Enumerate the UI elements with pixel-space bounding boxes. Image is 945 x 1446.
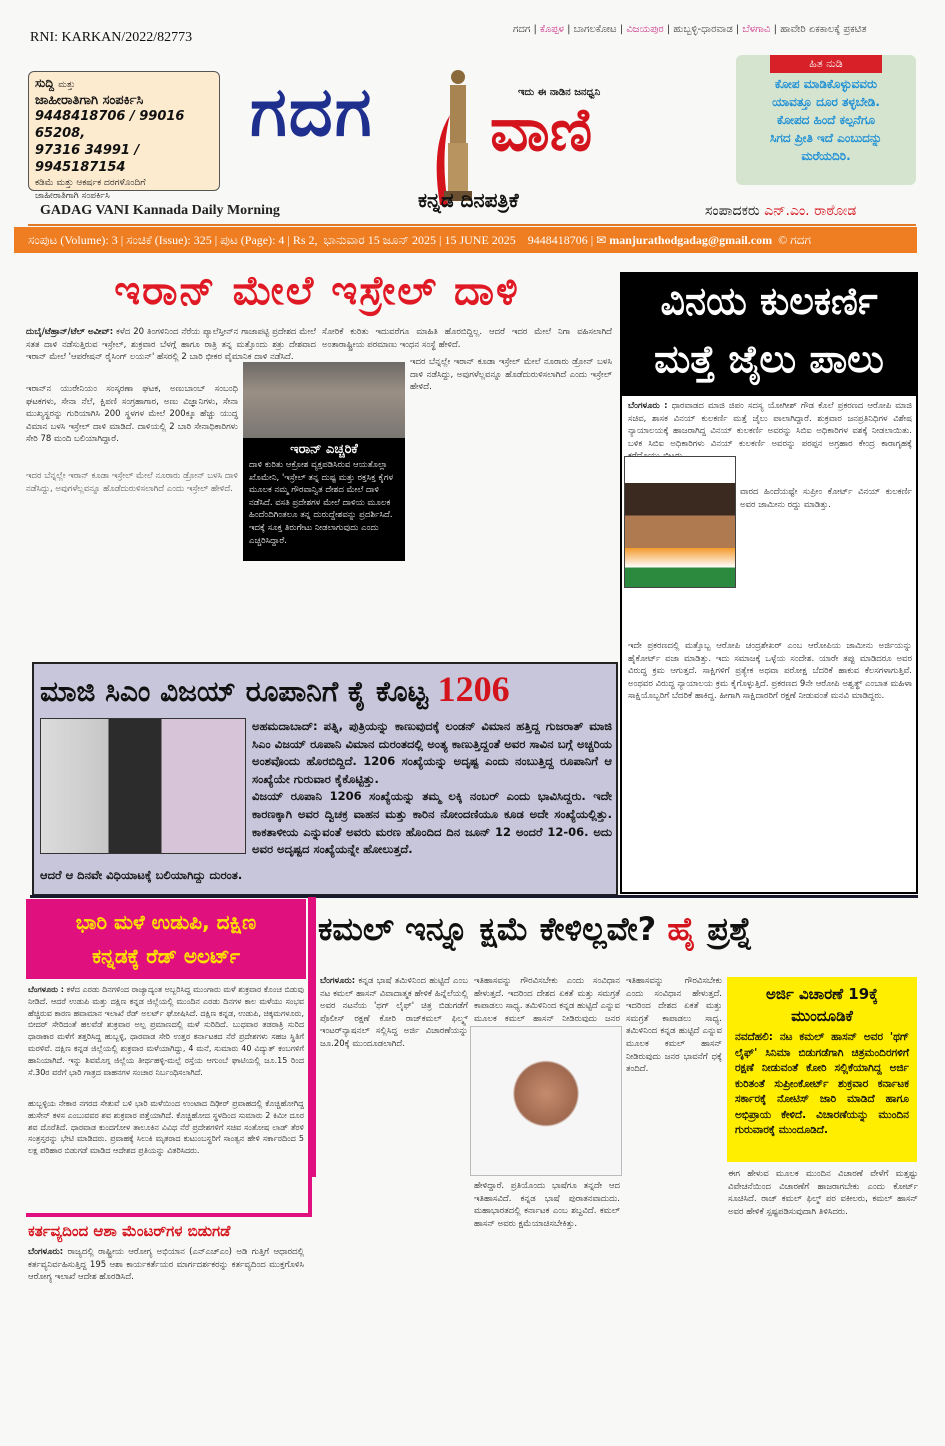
page: ಪುಟ (Page): 4 — [220, 233, 285, 247]
divider — [312, 897, 316, 1177]
iran-col2-top: ಸೋರಿಕೆ ಕುರಿತು ಇದುವರೆಗೂ ಮಾಹಿತಿ ಹೊರಬಿದ್ದಿಲ್ಲ. ಆದರೆ ಇದರ ಮೇಲೆ ನಿಗಾ ವಹಿಸಲಾಗಿದೆ ಅಂತಾರಾಷ್ಟ್ರೀಯ ಪರಮಾಣು ಇಂಧನ ಸಂಸ್ಥೆ ಹೇಳಿದೆ. — [322, 327, 612, 350]
ad-contact-box — [28, 71, 220, 201]
vinay-para4: ಇದೇ ಪ್ರಕರಣದಲ್ಲಿ ಮತ್ತೊಬ್ಬ ಆರೋಪಿ ಚಂದ್ರಶೇಖರ್ ಎಂಬ ಆರೋಪಿಯ ಜಾಮೀನು ಅರ್ಜಿಯನ್ನು ಹೈಕೋರ್ಟ್ ವಜಾ ಮಾಡಿತ್ತು. ಇದು ಸಮಾಜಕ್ಕೆ ಒಳ್ಳೆಯ ಸಂದೇಶ. ಯಾರೇ ತಪ್ಪು ಮಾಡಿದರೂ ಅವರ ವಿರುದ್ಧ ಕ್ರಮ ಆಗುತ್ತದೆ. ಸಾಕ್ಷಿಗಳಿಗೆ ಪ್ರತ್ಯೇಕ ಅಥವಾ ಪರೋಕ್ಷ ಬೆದರಿಕೆ ಹಾಕುವ ಕೆಲಸಗಳಾಗುತ್ತಿವೆ. ಅಂಥವರ ವಿರುದ್ಧ ನ್ಯಾಯಾಲಯ ಕ್ರಮ ಕೈಗೊಳ್ಳುತ್ತಿದೆ. ಪ್ರಕರಣದ 9ನೇ ಆರೋಪಿ ಅಶ್ವತ್ಥ್ ಎಂಬಾತ ಮಹಿಳಾ ಸಾಕ್ಷಿಯೊಬ್ಬರಿಗೆ ಬೆದರಿಕೆ ಹಾಕಿದ್ದ. ಹೀಗಾಗಿ ಸಾಕ್ಷಿದಾರರಿಗೆ ರಕ್ಷಣೆ ನೀಡುವಂತೆ ಮನವಿ ಮಾಡಿದ್ದರು. — [628, 641, 912, 702]
ad-line4: ಜಾಹೀರಾತಿಗಾಗಿ ಸಂಪರ್ಕಿಸಿ — [35, 191, 110, 201]
edition: ಹಾವೇರಿ ಏಕಕಾಲಕ್ಕೆ ಪ್ರಕಟಿತ — [780, 24, 867, 35]
kamal-headline-text: ಕಮಲ್ ಇನ್ನೂ ಕ್ಷಮೆ ಕೇಳಿಲ್ಲವೇ? — [318, 910, 657, 948]
kamal-col4: ಈಗ ಹೇಳುವ ಮೂಲಕ ಮುಂದಿನ ವಿಚಾರಣೆ ವೇಳೆಗೆ ಮತ್ತಷ್ಟು ವಿವೇಚನೆಯಿಂದ ವಿಚಾರಣೆಗೆ ಹಾಜರಾಗಬೇಕು ಎಂದು ಕೋರ್ಟ್ ಸೂಚಿಸಿದೆ. ರಾಜ್ ಕಮಲ್ ಫಿಲ್ಮ್ ಪರ ವಕೀಲರು, ಕಮಲ್ ಹಾಸನ್ ಅವರ ಹೇಳಿಕೆ ಸ್ಪಷ್ಟಪಡಿಸುವುದಾಗಿ ತಿಳಿಸಿದರು. — [728, 1169, 918, 1217]
issue: ಸಂಚಿಕೆ (Issue): 325 — [126, 233, 212, 247]
asha-body — [28, 1246, 304, 1436]
iran-warning-body: ದಾಳಿ ಕುರಿತು ಆಕ್ರೋಶ ವ್ಯಕ್ತಪಡಿಸಿರುವ ಆಯತೊಲ್ಲಾ ಖೊಮೇನಿ, 'ಇಸ್ರೇಲ್ ತನ್ನ ದುಷ್ಟ ಮತ್ತು ರಕ್ತಸಿಕ್ತ ಕೈಗಳ ಮೂಲಕ ನಮ್ಮ ಗೌರವಾನ್ವಿತ ದೇಶದ ಮೇಲೆ ದಾಳಿ ನಡೆಸಿದೆ. ವಸತಿ ಪ್ರದೇಶಗಳ ಮೇಲೆ ದಾಳಿಯ ಮೂಲಕ ಹಿಂದೆಂದಿಗಿಂತಲೂ ತನ್ನ ದುರುದ್ದೇಶವನ್ನು ಪ್ರದರ್ಶಿಸಿದೆ. ಇದಕ್ಕೆ ಸೂಕ್ತ ತಿರುಗೇಟು ನೀಡಲಾಗುವುದು ಎಂದು ಎಚ್ಚರಿಸಿದ್ದಾರೆ. — [249, 460, 394, 546]
date-english: 15 JUNE 2025 — [444, 233, 516, 247]
hita-line: ಸಿಗದ ಪ್ರೀತಿ ಇದೆ ಎಂಬುದನ್ನು — [769, 131, 883, 145]
edition: ವಿಜಯಪುರ — [626, 24, 664, 35]
phone: 9448418706 — [527, 233, 588, 247]
asha-kicker: ಬೆಂಗಳೂರು: — [28, 1247, 64, 1257]
kamal-col1 — [320, 975, 468, 1435]
arji-body: ನವದೆಹಲಿ: ನಟ ಕಮಲ್ ಹಾಸನ್ ಅವರ 'ಥಗ್ ಲೈಫ್' ಸಿನಿಮಾ ಬಿಡುಗಡೆಗಾಗಿ ಚಿತ್ರಮಂದಿರಗಳಿಗೆ ರಕ್ಷಣೆ ನೀಡುವಂತೆ ಕೋರಿ ಸಲ್ಲಿಕೆಯಾಗಿದ್ದ ಅರ್ಜಿ ಕುರಿತಂತೆ ಸುಪ್ರೀಂಕೋರ್ಟ್ ಶುಕ್ರವಾರ ಕರ್ನಾಟಕ ಸರ್ಕಾರಕ್ಕೆ ನೋಟಿಸ್ ಜಾರಿ ಮಾಡಿದೆ ಹಾಗೂ ಅಭಿಪ್ರಾಯ ಕೇಳಿದೆ. ವಿಚಾರಣೆಯನ್ನು ಮುಂದಿನ ಗುರುವಾರಕ್ಕೆ ಮುಂದೂಡಿದೆ. — [735, 1031, 909, 1136]
vinay-para2: ಶುಕ್ರವಾರ ಜನಪ್ರತಿನಿಧಿಗಳ ವಿಶೇಷ ನ್ಯಾಯಾಲಯಕ್ಕೆ ಹಾಜರಾಗಿದ್ದ ವಿನಯ್ ಕುಲಕರ್ಣಿ ಅವರನ್ನು ಸಿಬಿಐ ಅಧಿಕಾರಿಗಳ ವಶಕ್ಕೆ ನೀಡಲಾಯಿತು. ಬಳಿಕ ಸಿಬಿಐ ಅಧಿಕಾರಿಗಳು ವಿನಯ್ ಕುಲಕರ್ಣಿ ಅವರನ್ನು ಪರಪ್ಪನ ಅಗ್ರಹಾರ ಕೇಂದ್ರ ಕಾರಾಗೃಹಕ್ಕೆ — [628, 413, 913, 449]
copyright-icon: © — [778, 233, 788, 247]
iran-photo — [243, 362, 405, 438]
rain-body-text: ಕಳೆದ ಎರಡು ದಿನಗಳಿಂದ ರಾಜ್ಯಾದ್ಯಂತ ಅಬ್ಬರಿಸಿದ್ದ ಮುಂಗಾರು ಮಳೆ ಶುಕ್ರವಾರ ಕೊಂಚ ಬಿಡುವು ನೀಡಿದೆ. ಆದರೆ ಉಡುಪಿ ಮತ್ತು ದಕ್ಷಿಣ ಕನ್ನಡ ಜಿಲ್ಲೆಯಲ್ಲಿ ಮುಂದಿನ ಎರಡು ದಿನಗಳ ಕಾಲ ಮಳೆಯು ಸಂಭವ ಹೆಚ್ಚಿರುವ ಕಾರಣ ಹವಾಮಾನ ಇಲಾಖೆ ರೆಡ್ ಅಲರ್ಟ್ ಘೋಷಿಸಿದೆ. ದಕ್ಷಿಣ ಕನ್ನಡ, ಉಡುಪಿ, ಚಿಕ್ಕಮಗಳೂರು, ಬೀದರ್ ಸೇರಿದಂತೆ ಹಲವೆಡೆ ಶುಕ್ರವಾರ ಅಲ್ಪ ಪ್ರಮಾಣದಲ್ಲಿ ಮಳೆ ಸುರಿದಿದೆ. ಬುಧವಾರ ತಡರಾತ್ರಿ ಸುರಿದ ಧಾರಾಕಾರ ಮಳೆಗೆ ತತ್ತರಿಸಿದ್ದ ಹುಬ್ಬಳ್ಳಿ, ಧಾರವಾಡ ಸೇರಿ ಉತ್ತರ ಕರ್ನಾಟಕದ ನೆರೆ ಪ್ರದೇಶಗಳು ಸಹಜ ಸ್ಥಿತಿಗೆ ಮರಳಿವೆ. ದಕ್ಷಿಣ ಕನ್ನಡ ಜಿಲ್ಲೆಯಲ್ಲಿ ಶುಕ್ರವಾರ ಮಳೆಯಾಗಿದ್ದು, 4 ಮನೆ, ಸುಮಾರು 40 ವಿದ್ಯುತ್ ಕಂಬಗಳಿಗೆ ಹಾನಿಯಾಗಿದೆ. ಇನ್ನು ಶಿವಮೊಗ್ಗ ಜಿಲ್ಲೆಯ ತೀರ್ಥಹಳ್ಳಿ-ಮಲ್ಪೆ ರಸ್ತೆಯ ಆಗುಂಬೆ ಘಾಟಿಯಲ್ಲಿ ಜೂ.15 ರಿಂದ ಸೆ.30ರ ವರೆಗೆ ಭಾರಿ ಗಾತ್ರದ ವಾಹನಗಳ ಸಂಚಾರ ನಿರ್ಬಂಧಿಸಲಾಗಿದೆ. — [28, 985, 304, 1077]
logo-vani: ವಾಣಿ — [490, 95, 593, 165]
rupani-headline — [40, 668, 610, 710]
volume: ಸಂಪುಟ (Volume): 3 — [28, 233, 118, 247]
logo-gadag: ಗದಗ — [250, 73, 374, 152]
kamal-col2: ಹೇಳಿದ್ದಾರೆ. ಪ್ರತಿಯೊಂದು ಭಾಷೆಗೂ ತನ್ನದೇ ಆದ ಇತಿಹಾಸವಿದೆ. ಕನ್ನಡ ಭಾಷೆ ಪುರಾತನವಾದುದು. ಮಹಾಭಾರತದಲ್ಲಿ ಕರ್ನಾಟಕ ಎಂಬ ಶಬ್ದವಿದೆ. ಕಮಲ್ ಹಾಸನ್ ಅವರು ಕ್ಷಮೆಯಾಚಿಸಬೇಕಿತ್ತು. — [474, 1181, 620, 1229]
vinay-headline-2: ಮತ್ತೆ ಜೈಲು ಪಾಲು — [654, 337, 884, 381]
edition: ಹುಬ್ಬಳ್ಳಿ-ಧಾರವಾಡ — [673, 24, 733, 35]
asha-body-text: ರಾಜ್ಯದಲ್ಲಿ ರಾಷ್ಟ್ರೀಯ ಆರೋಗ್ಯ ಅಭಿಯಾನ (ಎನ್‌ಎಚ್‌ಎಂ) ಅಡಿ ಗುತ್ತಿಗೆ ಆಧಾರದಲ್ಲಿ ಕರ್ತವ್ಯನಿರ್ವಹಿಸುತ್ತಿದ್ದ 195 ಆಶಾ ಕಾರ್ಯಕರ್ತೆಯರ ಮಾರ್ಗದರ್ಶಕರನ್ನು ಕರ್ತವ್ಯದಿಂದ ಮುಕ್ತಗೊಳಿಸಿ ಆರೋಗ್ಯ ಇಲಾಖೆ ಆದೇಶ ಹೊರಡಿಸಿದೆ. — [28, 1247, 304, 1283]
rni-number: RNI: KARKAN/2022/82773 — [30, 30, 193, 45]
rupani-headline-text: ಮಾಜಿ ಸಿಎಂ ವಿಜಯ್ ರೂಪಾನಿಗೆ ಕೈ ಕೊಟ್ಟ — [40, 675, 428, 708]
editor-label: ಸಂಪಾದಕರು — [705, 203, 760, 219]
iran-body-filler — [26, 470, 238, 655]
iran-col1 — [26, 326, 316, 364]
hita-line: ಕೋಪದ ಹಿಂದೆ ಕಲ್ಪನೆಗೂ — [777, 113, 875, 127]
rain-headline-1: ಭಾರಿ ಮಳೆ ಉಡುಪಿ, ದಕ್ಷಿಣ — [75, 910, 257, 934]
asha-headline: ಕರ್ತವ್ಯದಿಂದ ಆಶಾ ಮೆಂಟರ್‌ಗಳ ಬಿಡುಗಡೆ — [28, 1222, 231, 1240]
hita-line: ಯಾವತ್ತೂ ದೂರ ತಳ್ಳಬೇಡಿ. — [772, 95, 880, 109]
edition: ಬಾಗಲಕೋಟ — [573, 24, 617, 35]
rupani-para2: ವಿಜಯ್ ರೂಪಾನಿ 1206 ಸಂಖ್ಯೆಯನ್ನು ತಮ್ಮ ಲಕ್ಕಿ ನಂಬರ್ ಎಂದು ಭಾವಿಸಿದ್ದರು. ಇದೇ ಕಾರಣಕ್ಕಾಗಿ ಅವರ ದ್ವಿಚಕ್ರ ವಾಹನ ಮತ್ತು ಕಾರಿನ ನೋಂದಣಿಯೂ ಕೂಡ ಅದೇ ಸಂಖ್ಯೆಯಲ್ಲಿತ್ತು. ಕಾಕತಾಳೀಯ ಎನ್ನುವಂತೆ ಅವರು ಮರಣ ಹೊಂದಿದ ದಿನ ಜೂನ್ 12 ಅಂದರೆ 12-06. ಅದು ಅವರ ಅದೃಷ್ಟದ ಸಂಖ್ಯೆಯನ್ನೇ ಹೋಲುತ್ತದೆ. — [252, 789, 612, 857]
rain-kicker: ಬೆಂಗಳೂರು : — [28, 985, 64, 994]
rupani-number: 1206 — [437, 669, 510, 709]
kamal-col3: ಇತಿಹಾಸವನ್ನು ಗೌರವಿಸಬೇಕು ಎಂದು ಸಂವಿಧಾನ ಹೇಳುತ್ತದೆ. ಇದರಿಂದ ದೇಶದ ಏಕತೆ ಮತ್ತು ಸಮಗ್ರತೆ ಕಾಪಾಡಲು ಸಾಧ್ಯ. ತಮಿಳಿನಿಂದ ಕನ್ನಡ ಹುಟ್ಟಿದೆ ಎನ್ನುವ ಮೂಲಕ ಕಮಲ್ ಹಾಸನ್ ನೀಡಿರುವುದು ಜನರ ಭಾವನೆಗೆ ಧಕ್ಕೆ ತಂದಿದೆ. — [626, 976, 722, 1075]
info-bar: ಸಂಪುಟ (Volume): 3 | ಸಂಚಿಕೆ (Issue): 325 | ಪುಟ (Page): 4 | Rs 2, ಭಾನುವಾರ 15 ಜೂನ್ 2025 | 15 JUNE 2025 9448418706 | ✉ manjurathodgadag@gmail.com © ಗದಗ — [14, 227, 917, 253]
place: ಗದಗ — [790, 233, 811, 247]
edition: ಬೆಳಗಾವಿ — [742, 24, 771, 35]
hita-line: ಮರೆಯದಿರಿ. — [801, 149, 851, 163]
kamal-headline-red: ಹೈ — [667, 910, 697, 948]
rupani-photo — [40, 718, 246, 854]
iran-para2-repeat: ಇದರ ಬೆನ್ನಲ್ಲೇ ಇರಾನ್ ಕೂಡಾ ಇಸ್ರೇಲ್ ಮೇಲೆ ನೂರಾರು ಡ್ರೋನ್ ಬಳಸಿ ದಾಳಿ ನಡೆಸಿದ್ದು, ಅವುಗಳೆಲ್ಲವನ್ನೂ ಹೊಡೆದುರುಳಿಸಲಾಗಿದೆ ಎಂದು ಇಸ್ರೇಲ್ ಹೇಳಿದೆ. — [26, 471, 238, 494]
iran-kicker: ದುಬೈ/ಟೆಹ್ರಾನ್/ಟೆಲ್ ಅವೀವ್: — [26, 327, 114, 337]
vinay-para3: ವಾರದ ಹಿಂದೆಯಷ್ಟೇ ಸುಪ್ರೀಂ ಕೋರ್ಟ್ ವಿನಯ್ ಕುಲಕರ್ಣಿ ಅವರ ಜಾಮೀನು ರದ್ದು ಮಾಡಿತ್ತು. — [740, 487, 912, 510]
editor-credit — [705, 203, 856, 219]
hita-nudi-title: ಹಿತ ನುಡಿ — [770, 55, 882, 73]
email-link[interactable]: manjurathodgadag@gmail.com — [609, 233, 773, 247]
newspaper-logo — [250, 55, 610, 195]
vinay-lead: ಧಾರವಾಡದ ಮಾಜಿ ಜಿಪಂ ಸದಸ್ಯ ಯೋಗೀಶ್ ಗೌಡ ಕೊಲೆ ಪ್ರಕರಣದ ಆರೋಪಿ ಮಾಜಿ ಸಚಿವ, ಶಾಸಕ ವಿನಯ್ ಕುಲಕರ್ಣಿ ಮತ್ತೆ ಜೈಲು ಪಾಲಾಗಿದ್ದಾರೆ. — [628, 401, 913, 424]
ad-line2: ಜಾಹೀರಾತಿಗಾಗಿ ಸಂಪರ್ಕಿಸಿ — [35, 93, 144, 108]
iran-lead: ಕಳೆದ 20 ತಿಂಗಳಿನಿಂದ ನೆರೆಯ ಪ್ಯಾಲೆಸ್ತೀನ್‌ನ ಗಾಜಾಪಟ್ಟಿ ಪ್ರದೇಶದ ಮೇಲೆ ಸತತ ದಾಳಿ ನಡೆಸುತ್ತಿರುವ ಇಸ್ರೇಲ್, ಶುಕ್ರವಾರ ಬೆಳಗ್ಗೆ ಹಾಗೂ ರಾತ್ರಿ ತನ್ನ ಮತ್ತೊಂದು ಶತ್ರು ದೇಶವಾದ ಇರಾನ್ ಮೇಲೆ 'ಆಪರೇಷನ್ ರೈಸಿಂಗ್ ಲಯನ್' ಹೆಸರಲ್ಲಿ 2 ಬಾರಿ ಭೀಕರ ವೈಮಾನಿಕ ದಾಳಿ ನಡೆಸಿದೆ. — [26, 327, 317, 363]
iran-warning-box — [243, 438, 405, 561]
vinay-kicker: ಬೆಂಗಳೂರು : — [628, 401, 668, 411]
iran-col2: ಇದರ ಬೆನ್ನಲ್ಲೇ ಇರಾನ್ ಕೂಡಾ ಇಸ್ರೇಲ್ ಮೇಲೆ ನೂರಾರು ಡ್ರೋನ್ ಬಳಸಿ ದಾಳಿ ನಡೆಸಿದ್ದು, ಅವುಗಳೆಲ್ಲವನ್ನೂ ಹೊಡೆದುರುಳಿಸಲಾಗಿದೆ ಎಂದು ಇಸ್ರೇಲ್ ಹೇಳಿದೆ. — [410, 357, 612, 393]
iran-headline: ಇರಾನ್ ಮೇಲೆ ಇಸ್ರೇಲ್ ದಾಳಿ — [114, 268, 520, 314]
arji-title: ಅರ್ಜಿ ವಿಚಾರಣೆ 19ಕ್ಕೆ ಮುಂದೂಡಿಕೆ — [766, 985, 878, 1025]
kamal-kicker: ಬೆಂಗಳೂರು: — [320, 976, 356, 986]
kannada-daily: ಕನ್ನಡ ದಿನಪತ್ರಿಕೆ — [418, 188, 519, 212]
rain-body2: ಹುಬ್ಬಳ್ಳಿಯ ನೇಕಾರ ನಗರದ ಸೇತುವೆ ಬಳಿ ಭಾರಿ ಮಳೆಯಿಂದ ಉಂಟಾದ ದಿಢೀರ್ ಪ್ರವಾಹದಲ್ಲಿ ಕೊಚ್ಚಿಹೋಗಿದ್ದ ಹುಸೇನ್ ಕಳಸ ಎಂಬುವವರ ಶವ ಶುಕ್ರವಾರ ಪತ್ತೆಯಾಗಿದೆ. ಕೊಚ್ಚಿಹೋದ ಸ್ಥಳದಿಂದ ಸುಮಾರು 2 ಕಿಮೀ ದೂರ ಶವ ದೊರೆತಿದೆ. ಧಾರವಾಡ ಕುಂದಗೋಳ ತಾಲೂಕಿನ ವಿವಿಧ ನೆರೆ ಪ್ರದೇಶಗಳಿಗೆ ಸಚಿವ ಸಂತೋಷ ಲಾಡ್ ತೆರಳಿ ಸಂತ್ರಸ್ತರನ್ನು ಭೇಟಿ ಮಾಡಿದರು. ಪ್ರವಾಹಕ್ಕೆ ಸಿಲುಕಿ ಮೃತರಾದ ಕುಟುಂಬಸ್ಥರಿಗೆ ಸಾಂತ್ವನ ಹೇಳಿ ಸರ್ಕಾರದಿಂದ 5 ಲಕ್ಷ ಪರಿಹಾರ ಬಿಡುಗಡೆ ಮಾಡಿದ ಆದೇಶದ ಪ್ರತಿಯನ್ನು ವಿತರಿಸಿದರು. — [28, 1099, 304, 1156]
date-kannada: ಭಾನುವಾರ 15 ಜೂನ್ 2025 — [323, 233, 437, 247]
english-tagline: GADAG VANI Kannada Daily Morning — [40, 203, 280, 218]
ad-phones-2: 97316 34991 / 9945187154 — [35, 143, 140, 175]
kamal-headline — [318, 910, 918, 949]
ad-line3: ಕಡಿಮೆ ಮತ್ತು ಆಕರ್ಷಕ ದರಗಳೊಂದಿಗೆ — [35, 178, 146, 188]
edition: ಗದಗ — [513, 24, 531, 35]
rain-body — [28, 984, 304, 1094]
rupani-body — [252, 718, 612, 857]
iran-para2: ಇರಾನ್‌ನ ಯುರೇನಿಯಂ ಸಂಸ್ಕರಣಾ ಘಟಕ, ಅಣುಬಾಂಬ್ ಸಂಬಂಧಿ ಘಟಕಗಳು, ಸೇನಾ ನೆಲೆ, ಕ್ಷಿಪಣಿ ಸಂಗ್ರಹಾಗಾರ, ಅಣು ವಿಜ್ಞಾನಿಗಳು, ಸೇನಾ ಮುಖ್ಯಸ್ಥರನ್ನು ಗುರಿಯಾಗಿಸಿ 200 ಸ್ಥಳಗಳ ಮೇಲೆ 200ಕ್ಕೂ ಹೆಚ್ಚು ಯುದ್ಧ ವಿಮಾನ ಬಳಸಿ ಇಸ್ರೇಲ್ ದಾಳಿ ಮಾಡಿದೆ. ದಾಳಿಯಲ್ಲಿ 2 ಬಾರಿ ಸೇನಾಧಿಕಾರಿಗಳು ಸೇರಿ 78 ಮಂದಿ ಬಲಿಯಾಗಿದ್ದಾರೆ. — [26, 384, 238, 445]
mail-icon: ✉ — [596, 233, 607, 247]
rupani-para1: ಅಹಮದಾಬಾದ್: ಪತ್ನಿ, ಪುತ್ರಿಯನ್ನು ಕಾಣುವುದಕ್ಕೆ ಲಂಡನ್ ವಿಮಾನ ಹತ್ತಿದ್ದ ಗುಜರಾತ್ ಮಾಜಿ ಸಿಎಂ ವಿಜಯ್ ರೂಪಾನಿ ವಿಮಾನ ದುರಂತದಲ್ಲಿ ಅಂತ್ಯ ಕಾಣುತ್ತಿದ್ದಂತೆ ಅವರ ಸಾವಿನ ಬಗ್ಗೆ ಅಚ್ಚರಿಯ ಅಂಶವೊಂದು ಹೊರಬಿದ್ದಿದೆ. 1206 ಸಂಖ್ಯೆಯನ್ನು ಅದೃಷ್ಟ ಎಂದು ನಂಬುತ್ತಿದ್ದ ರೂಪಾನಿಗೆ ಆ ಸಂಖ್ಯೆಯೇ ಗುರುವಾರ ಕೈಕೊಟ್ಟಿತ್ತು. — [252, 719, 612, 786]
editor-name: ಎನ್.ಎಂ. ರಾಠೋಡ — [764, 203, 857, 219]
vinay-portrait — [624, 456, 736, 588]
ad-line1: ಸುದ್ದಿ — [35, 76, 55, 90]
kamal-col1-text: ಕನ್ನಡ ಭಾಷೆ ತಮಿಳಿನಿಂದ ಹುಟ್ಟಿದೆ ಎಂಬ ನಟ ಕಮಲ್ ಹಾಸನ್ ವಿವಾದಾತ್ಮಕ ಹೇಳಿಕೆ ಹಿನ್ನೆಲೆಯಲ್ಲಿ ಅವರ ನಟನೆಯ 'ಥಗ್ ಲೈಫ್' ಚಿತ್ರ ಬಿಡುಗಡೆಗೆ ಪೊಲೀಸ್ ರಕ್ಷಣೆ ಕೋರಿ ರಾಜ್‌ಕಮಲ್ ಫಿಲ್ಮ್ಸ್ ಇಂಟರ್‌ನ್ಯಾಷನಲ್ ಸಲ್ಲಿಸಿದ್ದ ಅರ್ಜಿ ವಿಚಾರಣೆಯನ್ನು ಜೂ.20ಕ್ಕೆ ಮುಂದೂಡಲಾಗಿದೆ. — [320, 976, 468, 1049]
kamal-photo — [470, 1026, 622, 1176]
rupani-tail: ಆದರೆ ಆ ದಿನವೇ ವಿಧಿಯಾಟಕ್ಕೆ ಬಲಿಯಾಗಿದ್ದು ದುರಂತ. — [40, 868, 243, 882]
statue-icon — [430, 55, 480, 205]
ad-line1-small: ಮತ್ತು — [58, 80, 76, 90]
divider — [28, 224, 916, 226]
hita-nudi-box — [736, 55, 916, 185]
kamal-col2-top: ಇತಿಹಾಸವನ್ನು ಗೌರವಿಸಬೇಕು ಎಂದು ಸಂವಿಧಾನ ಹೇಳುತ್ತದೆ. ಇದರಿಂದ ದೇಶದ ಏಕತೆ ಮತ್ತು ಸಮಗ್ರತೆ ಕಾಪಾಡಲು ಸಾಧ್ಯ. ತಮಿಳಿನಿಂದ ಕನ್ನಡ ಹುಟ್ಟಿದೆ ಎನ್ನುವ ಮೂಲಕ ಕಮಲ್ ಹಾಸನ್ ನೀಡಿರುವುದು ಜನರ — [474, 976, 620, 1024]
logo-subtitle: ಇದು ಈ ನಾಡಿನ ಜನಧ್ವನಿ — [518, 87, 601, 98]
iran-warning-title: ಇರಾನ್ ಎಚ್ಚರಿಕೆ — [290, 442, 358, 457]
edition: ಕೊಪ್ಪಳ — [540, 24, 564, 35]
vinay-headline — [620, 272, 918, 394]
vinay-lead-block — [628, 400, 912, 463]
rain-headline — [26, 899, 306, 979]
rain-headline-2: ಕನ್ನಡಕ್ಕೆ ರೆಡ್ ಅಲರ್ಟ್ — [92, 944, 240, 968]
price: Rs 2, — [292, 233, 318, 247]
hita-line: ಕೋಪ ಮಾಡಿಕೊಳ್ಳುವವರು — [774, 77, 878, 91]
vinay-headline-1: ವಿನಯ ಕುಲಕರ್ಣಿ — [660, 279, 878, 323]
editions-list: ಗದಗ | ಕೊಪ್ಪಳ | ಬಾಗಲಕೋಟ | ವಿಜಯಪುರ | ಹುಬ್ಬಳ್ಳಿ-ಧಾರವಾಡ | ಬೆಳಗಾವಿ | ಹಾವೇರಿ ಏಕಕಾಲಕ್ಕೆ ಪ್ರಕಟಿತ — [513, 24, 867, 35]
ad-phones-1: 9448418706 / 99016 65208, — [35, 109, 185, 141]
kamal-headline-end: ಪ್ರಶ್ನೆ — [707, 910, 753, 948]
arji-box — [727, 977, 917, 1162]
